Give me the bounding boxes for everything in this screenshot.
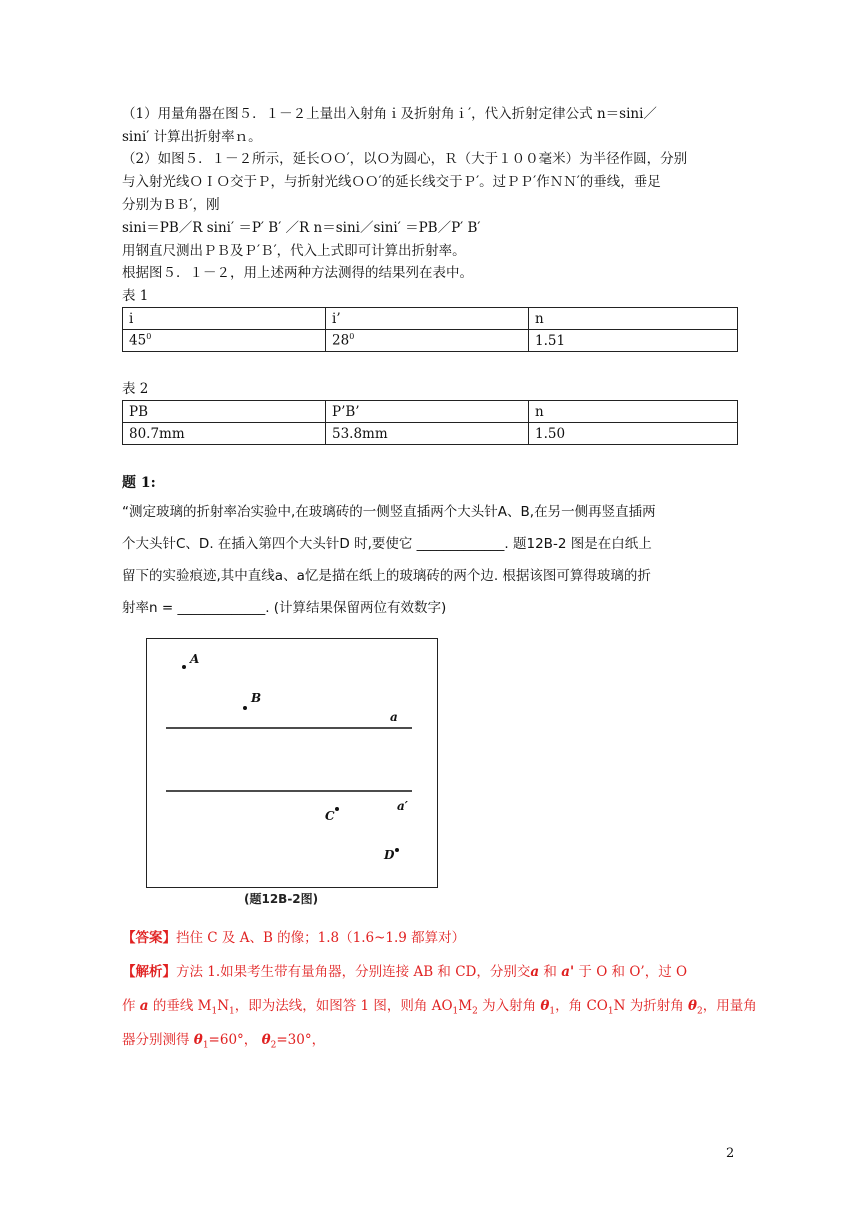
analysis-text: =30°， [276,1032,326,1048]
pin-d-dot [395,848,399,852]
analysis-text: ，即为法线，如图答 1 图，则角 AO [234,998,453,1014]
question-line-4: 射率n = _____________. (计算结果保留两位有效数字) [122,600,447,616]
table-1-title: 表 1 [122,288,149,304]
question-line-1: “测定玻璃的折射率冶实验中,在玻璃砖的一侧竖直插两个大头针A、B,在另一侧再竖直插两 [122,504,656,520]
page-number: 2 [726,1146,735,1161]
question-line-2: 个大头针C、D. 在插入第四个大头针D 时,要使它 _____________. 题12B-2 图是在白纸上 [122,536,652,552]
pin-b-dot [243,706,247,710]
label-a-pin: A [190,652,200,666]
pin-c-dot [335,807,339,811]
paragraph-method-2-line-4: 用钢直尺测出ＰＢ及Ｐ′Ｂ′，代入上式即可计算出折射率。 [122,243,466,259]
paragraph-method-1-line-2: sini′ 计算出折射率ｎ。 [122,129,262,145]
subscript: 2 [270,1040,277,1051]
analysis-line-2 [122,996,757,1022]
table-2-header-n: n [529,401,738,423]
subscript: 1 [229,1006,235,1017]
pin-a-dot [182,665,186,669]
table-1-header-i: i [123,308,326,330]
analysis-tag: 【解析】 [122,964,176,980]
analysis-text: 为入射角 [477,998,541,1014]
analysis-text: 于 O 和 O’，过 O [574,964,688,980]
table-1-cell-n: 1.51 [529,330,738,352]
subscript: 2 [697,1006,703,1017]
table-1-cell-i: $45^0$ [123,330,326,352]
analysis-text: ，角 CO [555,998,608,1014]
subscript: 2 [472,1006,478,1017]
label-d-pin: D [384,848,395,862]
subscript: 1 [452,1006,459,1017]
table-row [123,330,738,352]
table-row [123,401,738,423]
analysis-text: 器分别测得 [122,1032,194,1048]
answer-text: 挡住 C 及 A、B 的像；1.8（1.6~1.9 都算对） [176,930,466,946]
edge-a-symbol: a [139,998,149,1014]
analysis-line-3 [122,1030,325,1056]
theta-symbol: θ [540,998,550,1014]
paragraph-method-2-line-2: 与入射光线ＯＩＯ交于Ｐ，与折射光线ＯＯ′的延长线交于Ｐ′。过ＰＰ′作ＮＮ′的垂线，垂足 [122,174,661,190]
answer-line [122,928,465,948]
analysis-text: 方法 1.如果考生带有量角器，分别连接 AB 和 CD，分别交 [176,964,531,980]
table-1-header-n: n [529,308,738,330]
theta-symbol: θ [688,998,698,1014]
table-2-header-pb: PB [123,401,326,423]
formula-line: sini＝PB／R sini′ ＝P′ B′ ／R n＝sini／sini′ ＝PB／P′ B′ [122,220,481,236]
table-2-cell-n: 1.50 [529,423,738,445]
paragraph-method-2-line-1: （2）如图５．１－２所示，延长ＯＯ′，以Ｏ为圆心，Ｒ（大于１００毫米）为半径作圆，分别 [122,151,688,167]
subscript: 1 [202,1040,209,1051]
label-c-pin: C [325,809,335,823]
table-1 [122,307,738,352]
analysis-text: N [217,998,229,1014]
table-1-cell-i-prime: $28^0$ [326,330,529,352]
table-2-header-p-prime-b-prime: P’B’ [326,401,529,423]
table-2-cell-pb: 80.7mm [123,423,326,445]
table-2 [122,400,738,445]
label-b-pin: B [251,691,262,705]
analysis-text: M [458,998,473,1014]
theta-symbol: θ [193,1032,203,1048]
paragraph-method-2-line-3: 分别为ＢＢ′，刚 [122,197,220,213]
analysis-line-1 [122,962,687,982]
figure-caption: (题12B-2图) [244,892,319,906]
subscript: 1 [549,1006,556,1017]
label-edge-a-prime: a′ [397,799,408,813]
analysis-text: 和 [539,964,562,980]
label-edge-a: a [390,710,398,724]
experiment-figure [146,638,438,888]
paragraph-method-1-line-1: （1）用量角器在图５．１－２上量出入射角ｉ及折射角ｉ′，代入折射定律公式 n＝sini／ [122,106,657,122]
paragraph-results-intro: 根据图５．１－２，用上述两种方法测得的结果列在表中。 [122,265,473,281]
analysis-text: N 为折射角 [613,998,688,1014]
analysis-text: 作 [122,998,140,1014]
question-line-3: 留下的实验痕迹,其中直线a、a忆是描在纸上的玻璃砖的两个边. 根据该图可算得玻璃的折 [122,568,651,584]
theta-symbol: θ [261,1032,271,1048]
answer-tag: 【答案】 [122,930,176,946]
edge-a-symbol: a [530,964,540,980]
subscript: 1 [211,1006,218,1017]
table-1-header-i-prime: i’ [326,308,529,330]
analysis-text: ，用量角 [702,998,757,1014]
edge-a-prime-symbol: a' [561,964,575,980]
table-row [123,423,738,445]
table-row [123,308,738,330]
question-title: 题 1: [122,475,156,491]
analysis-text: =60°， [208,1032,262,1048]
analysis-text: 的垂线 M [148,998,212,1014]
subscript: 1 [607,1006,614,1017]
table-2-title: 表 2 [122,381,149,397]
table-2-cell-p-prime-b-prime: 53.8mm [326,423,529,445]
